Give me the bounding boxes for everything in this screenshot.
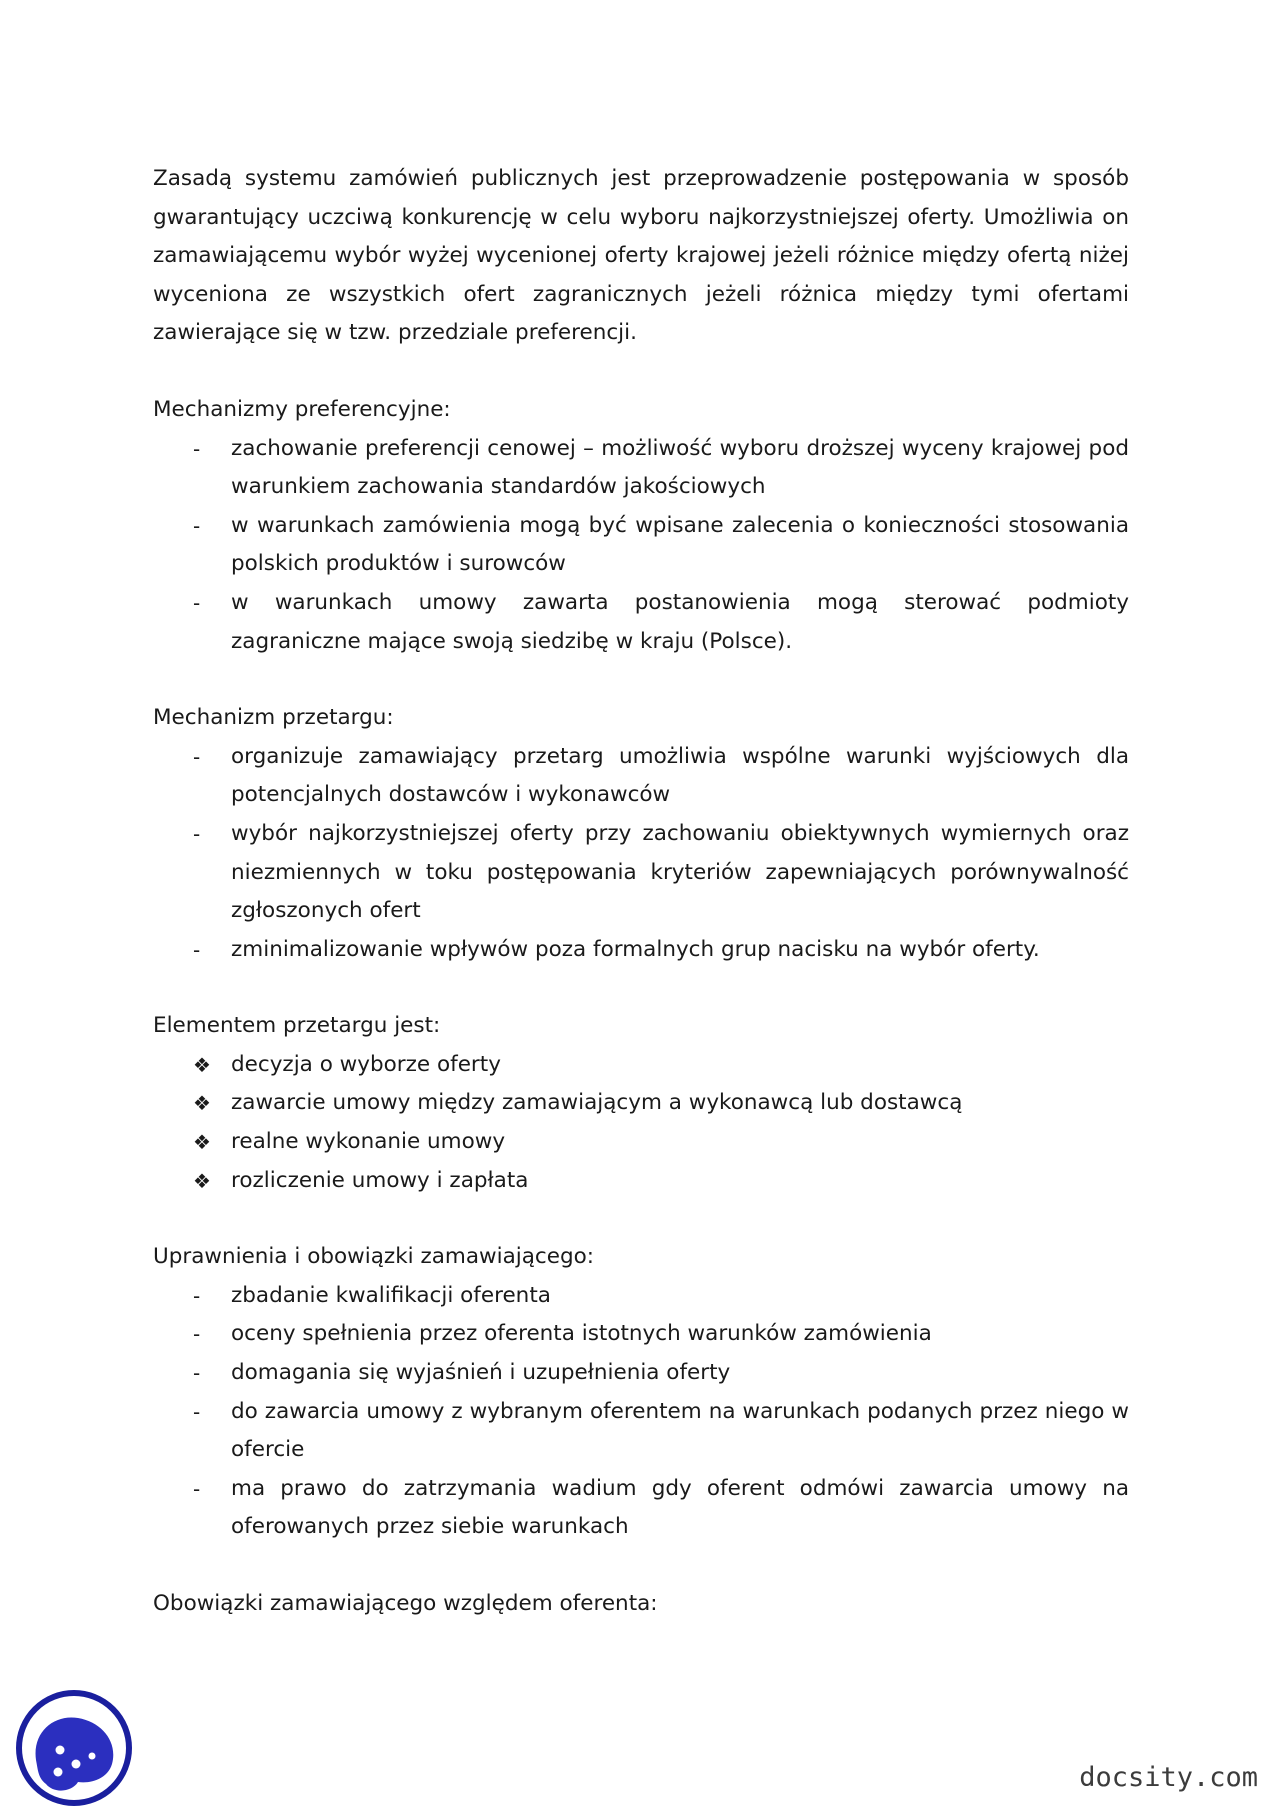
list-item-text: w warunkach umowy zawarta postanowienia mogą sterować podmioty zagraniczne mające swoją siedzibę w kraju (Polsce). [231, 589, 1129, 654]
list-item [153, 1123, 1129, 1162]
list-item-text: do zawarcia umowy z wybranym oferentem na warunkach podanych przez niego w ofercie [231, 1398, 1129, 1463]
list-item-text: rozliczenie umowy i zapłata [231, 1167, 529, 1193]
diamond-bullet-icon: ❖ [193, 1168, 211, 1193]
list-item-text: zbadanie kwalifikacji oferenta [231, 1282, 551, 1308]
section-heading: Elementem przetargu jest: [153, 1013, 441, 1039]
list-item [153, 1393, 1129, 1470]
list-item-text: oceny spełnienia przez oferenta istotnych warunków zamówienia [231, 1321, 932, 1347]
list-item-text: realne wykonanie umowy [231, 1129, 506, 1155]
list-item [153, 1470, 1129, 1547]
section-list [153, 1277, 1129, 1547]
docsity-logo-icon[interactable] [14, 1688, 134, 1808]
list-item-text: domagania się wyjaśnień i uzupełnienia oferty [231, 1360, 731, 1386]
document-page [153, 160, 1129, 1624]
section [153, 1238, 1129, 1547]
list-item-text: organizuje zamawiający przetarg umożliwia wspólne warunki wyjściowych dla potencjalnych dostawców i wykonawców [231, 743, 1129, 808]
dash-bullet: - [193, 436, 201, 461]
list-item-text: wybór najkorzystniejszej oferty przy zachowaniu obiektywnych wymiernych oraz niezmiennych w toku postępowania kryteriów zapewniających porównywalność zgłoszonych ofert [231, 820, 1129, 924]
section-list [153, 738, 1129, 970]
intro-paragraph: Zasadą systemu zamówień publicznych jest przeprowadzenie postępowania w sposób gwarantujący uczciwą konkurencję w celu wyboru najkorzystniejszej oferty. Umożliwia on zamawiającemu wybór wyżej wycenionej oferty krajowej jeżeli różnice między ofertą niżej wyceniona ze wszystkich ofert zagranicznych jeżeli różnica między tymi ofertami zawierające się w tzw. przedziale preferencji. [153, 166, 1129, 346]
list-item [153, 738, 1129, 815]
list-item-text: ma prawo do zatrzymania wadium gdy oferent odmówi zawarcia umowy na oferowanych przez siebie warunkach [231, 1475, 1129, 1540]
section-list [153, 430, 1129, 662]
docsity-brand-text[interactable]: docsity.com [1079, 1762, 1258, 1793]
list-item [153, 1046, 1129, 1085]
section-heading: Uprawnienia i obowiązki zamawiającego: [153, 1244, 595, 1270]
list-item [153, 1277, 1129, 1316]
list-item [153, 1084, 1129, 1123]
list-item [153, 584, 1129, 661]
list-item [153, 931, 1129, 970]
docsity-logo-graphic [14, 1688, 134, 1808]
dash-bullet: - [193, 821, 201, 846]
list-item-text: zachowanie preferencji cenowej – możliwość wyboru droższej wyceny krajowej pod warunkiem zachowania standardów jakościowych [231, 435, 1129, 500]
list-item [153, 1162, 1129, 1201]
dash-bullet: - [193, 1283, 201, 1308]
list-item [153, 815, 1129, 931]
dash-bullet: - [193, 1361, 201, 1386]
section-heading: Mechanizm przetargu: [153, 705, 394, 731]
section-heading: Mechanizmy preferencyjne: [153, 396, 451, 422]
sections-container [153, 391, 1129, 1547]
section [153, 391, 1129, 661]
section-list [153, 1046, 1129, 1200]
list-item-text: decyzja o wyborze oferty [231, 1051, 501, 1077]
diamond-bullet-icon: ❖ [193, 1052, 211, 1077]
dash-bullet: - [193, 744, 201, 769]
list-item [153, 1354, 1129, 1393]
diamond-bullet-icon: ❖ [193, 1130, 211, 1155]
list-item [153, 1315, 1129, 1354]
dash-bullet: - [193, 1322, 201, 1347]
dash-bullet: - [193, 937, 201, 962]
dash-bullet: - [193, 590, 201, 615]
diamond-bullet-icon: ❖ [193, 1091, 211, 1116]
final-heading: Obowiązki zamawiającego względem oferenta: [153, 1591, 658, 1616]
dash-bullet: - [193, 513, 201, 538]
section [153, 699, 1129, 969]
list-item-text: zminimalizowanie wpływów poza formalnych grup nacisku na wybór oferty. [231, 936, 1040, 962]
list-item-text: w warunkach zamówienia mogą być wpisane zalecenia o konieczności stosowania polskich produktów i surowców [231, 512, 1129, 577]
dash-bullet: - [193, 1399, 201, 1424]
section [153, 1007, 1129, 1200]
list-item [153, 507, 1129, 584]
list-item [153, 430, 1129, 507]
dash-bullet: - [193, 1476, 201, 1501]
list-item-text: zawarcie umowy między zamawiającym a wykonawcą lub dostawcą [231, 1090, 963, 1116]
